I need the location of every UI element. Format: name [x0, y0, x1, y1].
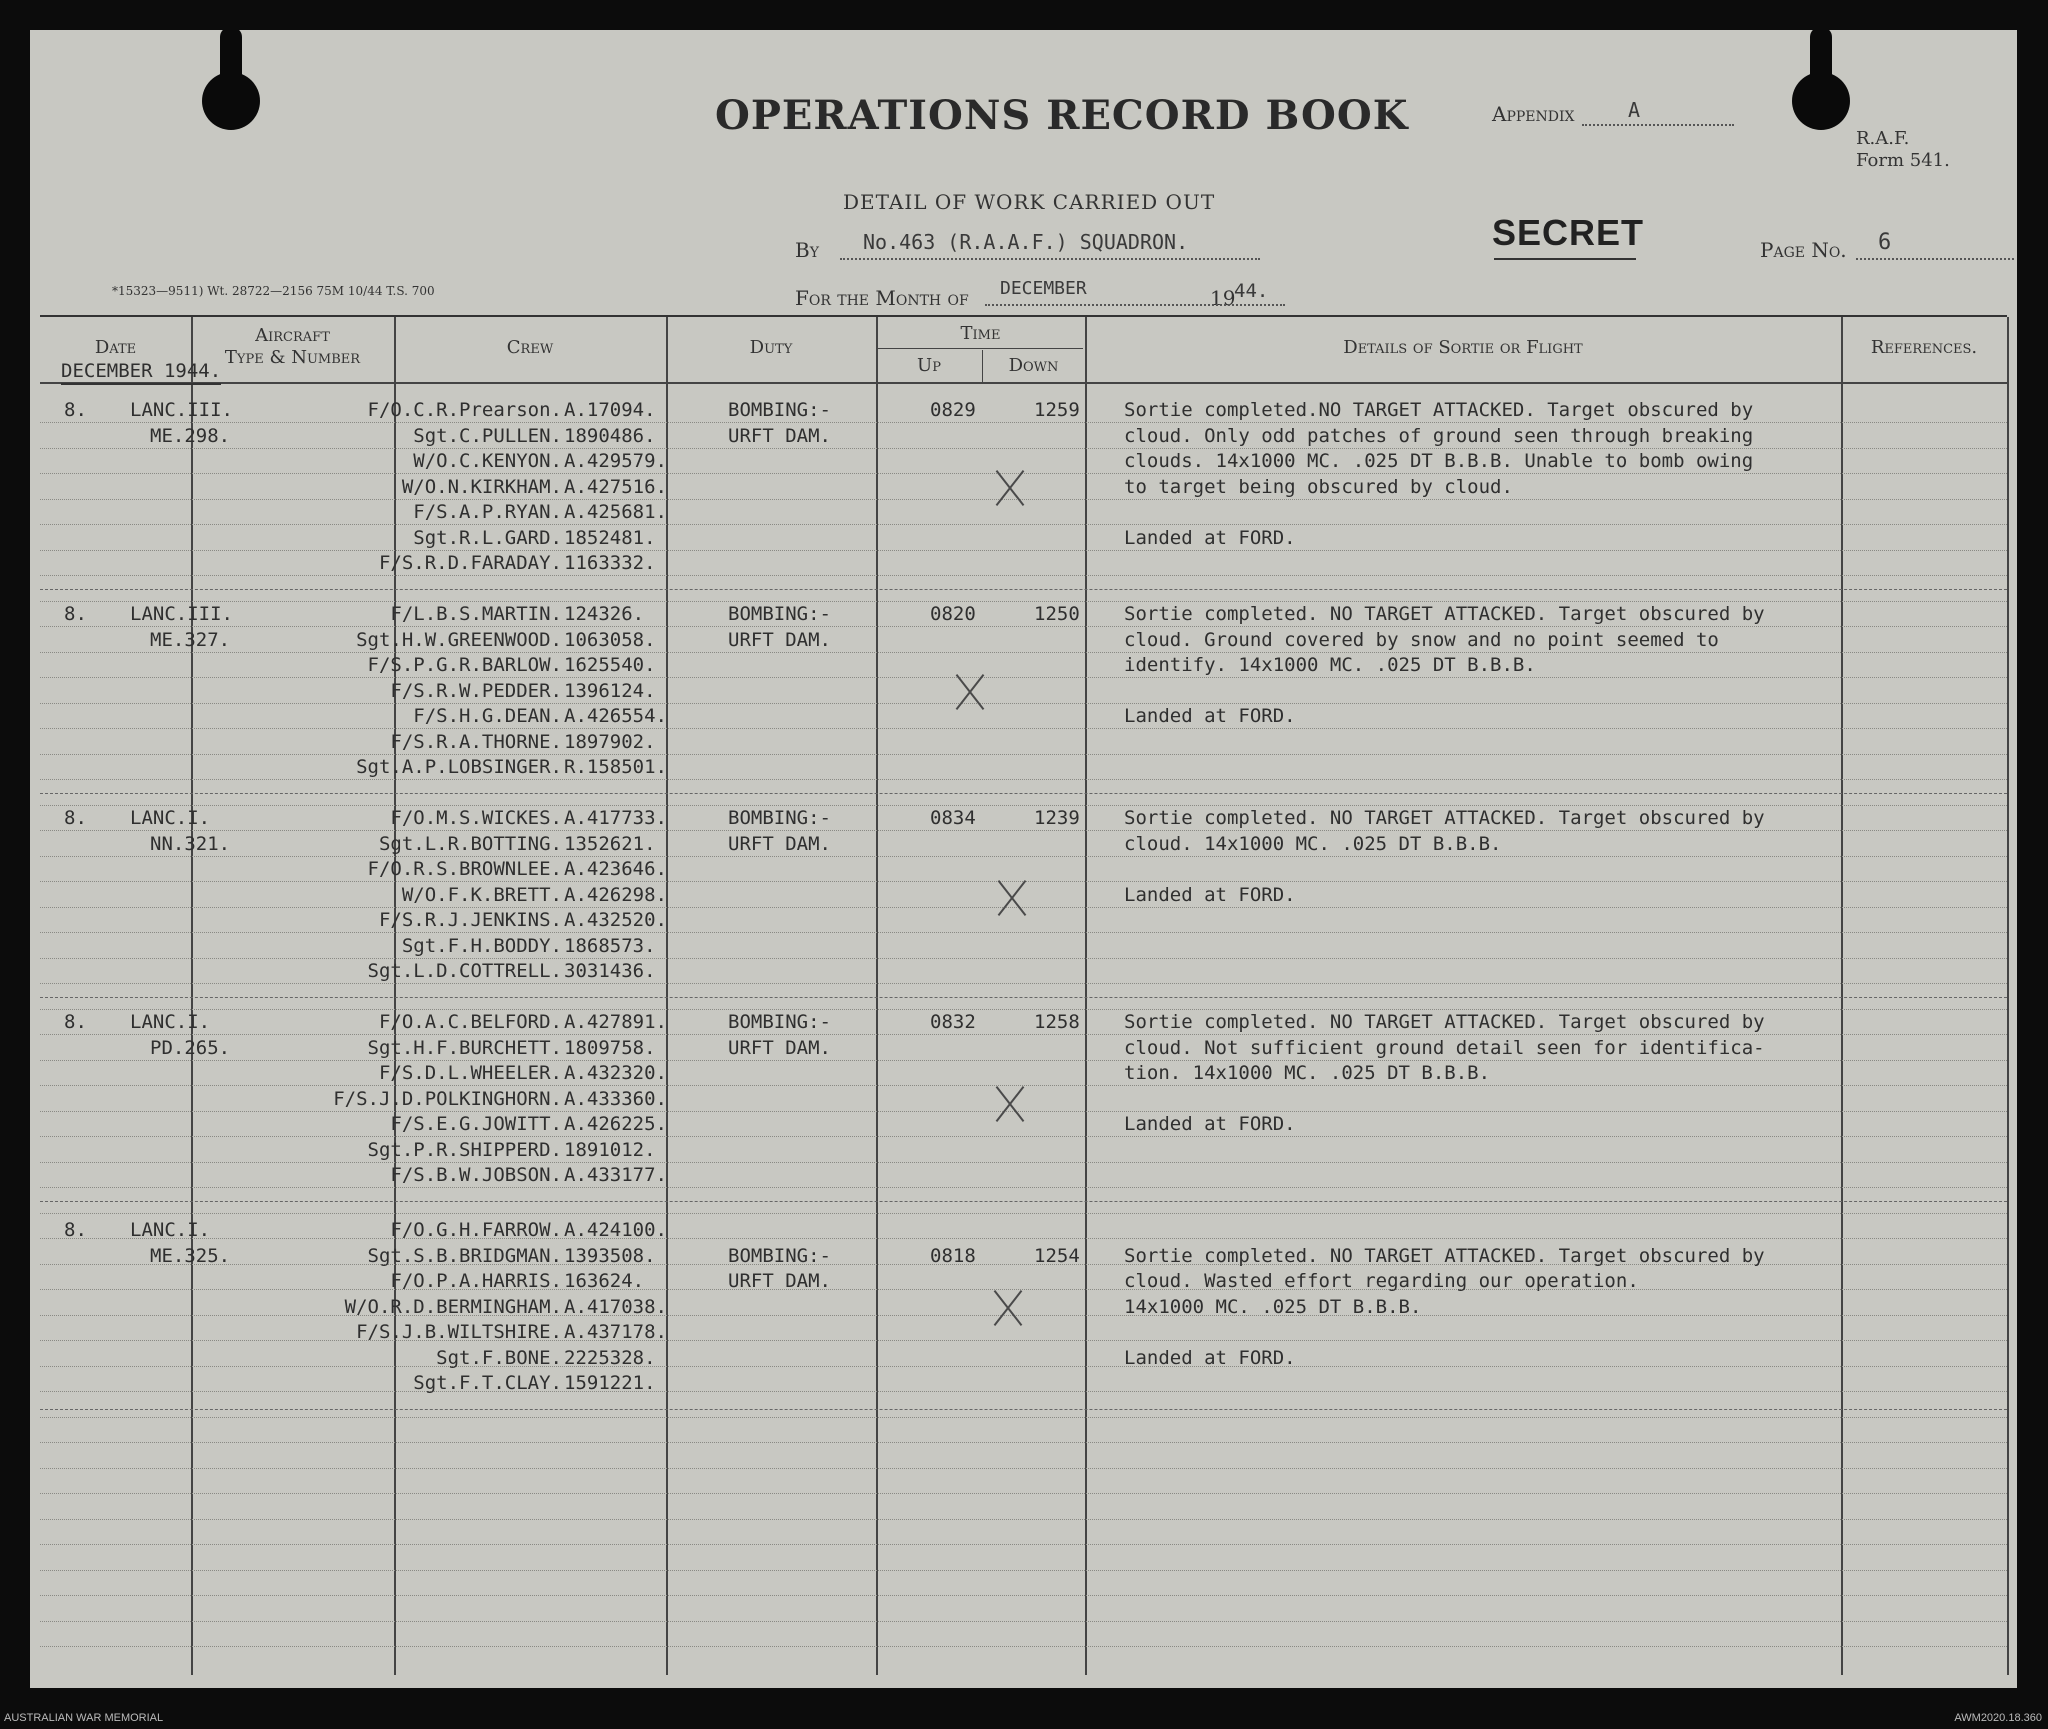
crew-name: F/S.P.G.R.BARLOW. — [367, 654, 562, 676]
ruled-line — [40, 1519, 2007, 1520]
crew-service-number: 1809758. — [564, 1036, 656, 1059]
crew-name: Sgt.A.P.LOBSINGER. — [356, 756, 562, 778]
crew-service-number: A.433360. — [564, 1087, 667, 1110]
crew-name: F/S.R.J.JENKINS. — [378, 909, 562, 931]
header-time: Time — [960, 323, 1001, 344]
crew-service-number: 1891012. — [564, 1138, 656, 1161]
tick-mark — [992, 1082, 1028, 1126]
details-line: clouds. 14x1000 MC. .025 DT B.B.B. Unable to bomb owing — [1124, 450, 1754, 472]
header-bottom-rule — [40, 382, 2007, 384]
crew-service-number: A.432320. — [564, 1062, 667, 1084]
crew-service-number: A.425681. — [564, 501, 667, 523]
ruled-line — [40, 1468, 2007, 1469]
time-up: 0818 — [930, 1244, 976, 1267]
header-down: Down — [1008, 355, 1059, 376]
print-code: *15323—9511) Wt. 28722—2156 75M 10/44 T.S. 700 — [112, 284, 435, 298]
time-up: 0820 — [930, 603, 976, 625]
crew-name: Sgt.P.R.SHIPPERD. — [367, 1138, 562, 1161]
crew-name: W/O.R.D.BERMINGHAM. — [344, 1295, 562, 1318]
aircraft-type: LANC.I. — [130, 1011, 211, 1033]
header-duty: Duty — [749, 337, 793, 358]
time-down: 1259 — [1034, 399, 1080, 421]
crew-service-number: A.417038. — [564, 1295, 667, 1318]
crew-name: Sgt.R.L.GARD. — [413, 526, 562, 549]
crew-name: Sgt.F.BONE. — [436, 1346, 562, 1369]
duty-line: BOMBING:- — [728, 399, 831, 421]
crew-service-number: 1852481. — [564, 526, 656, 549]
crew-name: F/S.H.G.DEAN. — [413, 705, 562, 727]
page-number-value: 6 — [1878, 230, 1892, 255]
ruled-line — [40, 1493, 2007, 1494]
details-line: 14x1000 MC. .025 DT B.B.B. — [1124, 1295, 1422, 1318]
row-separator — [40, 997, 2007, 998]
crew-service-number: 1591221. — [564, 1372, 656, 1394]
ruled-line — [40, 1213, 2007, 1214]
by-label: By — [795, 238, 819, 262]
duty-line: URFT DAM. — [728, 424, 831, 447]
crew-service-number: 124326. — [564, 603, 645, 625]
header-crew: Crew — [506, 337, 554, 358]
crew-service-number: A.433177. — [564, 1164, 667, 1186]
crew-name: F/O.C.R.Prearson. — [367, 399, 562, 421]
header-references: References. — [1870, 337, 1978, 358]
sortie-date: 8. — [64, 1011, 87, 1033]
crew-service-number: A.427891. — [564, 1011, 667, 1033]
tick-mark — [992, 466, 1028, 510]
tick-mark — [994, 876, 1030, 920]
time-up: 0834 — [930, 807, 976, 829]
crew-service-number: 1396124. — [564, 679, 656, 702]
crew-name: W/O.F.K.BRETT. — [401, 883, 562, 906]
form-number: Form 541. — [1856, 150, 1950, 171]
details-line: Landed at FORD. — [1124, 526, 1296, 549]
sortie-date: 8. — [64, 399, 87, 421]
duty-line: URFT DAM. — [728, 1270, 831, 1292]
crew-service-number: 2225328. — [564, 1346, 656, 1369]
appendix-label: Appendix — [1492, 102, 1575, 126]
crew-service-number: 1352621. — [564, 832, 656, 855]
crew-service-number: A.424100. — [564, 1219, 667, 1241]
crew-name: F/O.R.S.BROWNLEE. — [367, 858, 562, 880]
details-line: Landed at FORD. — [1124, 1113, 1296, 1135]
duty-line: BOMBING:- — [728, 1011, 831, 1033]
aircraft-type: LANC.I. — [130, 807, 211, 829]
crew-name: W/O.C.KENYON. — [413, 450, 562, 472]
row-separator — [40, 589, 2007, 590]
aircraft-type: LANC.III. — [130, 399, 233, 421]
raf-form-block — [1856, 128, 1950, 172]
month-label: For the Month of — [795, 286, 969, 310]
crew-service-number: 1063058. — [564, 628, 656, 651]
ruled-line — [40, 1570, 2007, 1571]
crew-name: F/S.A.P.RYAN. — [413, 501, 562, 523]
details-line: cloud. 14x1000 MC. .025 DT B.B.B. — [1124, 832, 1502, 855]
time-down: 1254 — [1034, 1244, 1080, 1267]
crew-service-number: A.17094. — [564, 399, 656, 421]
crew-service-number: A.426554. — [564, 705, 667, 727]
crew-service-number: 1868573. — [564, 934, 656, 957]
details-line: tion. 14x1000 MC. .025 DT B.B.B. — [1124, 1062, 1491, 1084]
crew-service-number: A.417733. — [564, 807, 667, 829]
header-date: Date — [94, 337, 137, 358]
raf-label: R.A.F. — [1856, 128, 1910, 149]
header-type-number: Type & Number — [224, 347, 361, 368]
crew-service-number: 1393508. — [564, 1244, 656, 1267]
crew-name: F/S.J.B.WILTSHIRE. — [356, 1321, 562, 1343]
year-prefix: 19 — [1210, 286, 1236, 310]
crew-name: F/L.B.S.MARTIN. — [390, 603, 562, 625]
secret-stamp: SECRET — [1492, 212, 1645, 253]
crew-name: F/O.G.H.FARROW. — [390, 1219, 562, 1241]
details-line: cloud. Only odd patches of ground seen through breaking — [1124, 424, 1754, 447]
time-down: 1250 — [1034, 603, 1080, 625]
details-line: Landed at FORD. — [1124, 1346, 1296, 1369]
details-line: cloud. Wasted effort regarding our operation. — [1124, 1270, 1639, 1292]
crew-name: Sgt.L.R.BOTTING. — [378, 832, 562, 855]
duty-line: URFT DAM. — [728, 628, 831, 651]
month-heading: DECEMBER 1944. — [61, 360, 221, 385]
row-separator — [40, 1409, 2007, 1410]
duty-line: BOMBING:- — [728, 1244, 831, 1267]
header-details: Details of Sortie or Flight — [1343, 337, 1583, 358]
squadron-name: No.463 (R.A.A.F.) SQUADRON. — [863, 230, 1189, 254]
time-up: 0829 — [930, 399, 976, 421]
crew-service-number: A.432520. — [564, 909, 667, 931]
squadron-dotline — [840, 258, 1260, 260]
ruled-line — [40, 1442, 2007, 1443]
ruled-line — [40, 1646, 2007, 1647]
col-divider-right — [2007, 317, 2009, 1675]
aircraft-number: NN.321. — [150, 832, 231, 855]
tick-mark — [990, 1286, 1026, 1330]
ruled-line — [40, 1417, 2007, 1418]
binder-hole-left — [202, 72, 260, 130]
ruled-line — [40, 1621, 2007, 1622]
crew-name: F/O.M.S.WICKES. — [390, 807, 562, 829]
aircraft-number: ME.298. — [150, 424, 231, 447]
crew-name: W/O.N.KIRKHAM. — [401, 475, 562, 498]
duty-line: BOMBING:- — [728, 603, 831, 625]
row-separator — [40, 1201, 2007, 1202]
appendix-value: A — [1628, 98, 1641, 122]
crew-name: Sgt.L.D.COTTRELL. — [367, 960, 562, 982]
record-sheet — [30, 30, 2017, 1688]
crew-service-number: 1890486. — [564, 424, 656, 447]
form-subtitle: DETAIL OF WORK CARRIED OUT — [843, 190, 1216, 214]
crew-name: F/S.B.W.JOBSON. — [390, 1164, 562, 1186]
crew-service-number: A.426298. — [564, 883, 667, 906]
ruled-line — [40, 1595, 2007, 1596]
crew-service-number: A.423646. — [564, 858, 667, 880]
crew-service-number: A.426225. — [564, 1113, 667, 1135]
crew-service-number: 1163332. — [564, 552, 656, 574]
aircraft-number: ME.327. — [150, 628, 231, 651]
time-header-split — [878, 348, 1083, 349]
details-line: cloud. Not sufficient ground detail seen for identifica- — [1124, 1036, 1765, 1059]
duty-line: BOMBING:- — [728, 807, 831, 829]
sortie-date: 8. — [64, 1219, 87, 1241]
crew-name: Sgt.F.T.CLAY. — [413, 1372, 562, 1394]
crew-service-number: 3031436. — [564, 960, 656, 982]
duty-line: URFT DAM. — [728, 832, 831, 855]
footer-accession-number: AWM2020.18.360 — [1954, 1712, 2042, 1724]
time-down: 1258 — [1034, 1011, 1080, 1033]
row-separator — [40, 793, 2007, 794]
appendix-dotline — [1582, 124, 1734, 126]
year-value: 44. — [1234, 280, 1269, 302]
details-line: Sortie completed. NO TARGET ATTACKED. Target obscured by — [1124, 1244, 1765, 1267]
sortie-date: 8. — [64, 807, 87, 829]
crew-name: F/S.D.L.WHEELER. — [378, 1062, 562, 1084]
crew-name: F/S.R.A.THORNE. — [390, 730, 562, 753]
page-number-dotline — [1856, 258, 2014, 260]
crew-name: Sgt.S.B.BRIDGMAN. — [367, 1244, 562, 1267]
details-line: Sortie completed. NO TARGET ATTACKED. Target obscured by — [1124, 603, 1765, 625]
crew-name: F/S.R.W.PEDDER. — [390, 679, 562, 702]
crew-name: Sgt.C.PULLEN. — [413, 424, 562, 447]
sortie-date: 8. — [64, 603, 87, 625]
aircraft-type: LANC.III. — [130, 603, 233, 625]
details-line: Sortie completed. NO TARGET ATTACKED. Target obscured by — [1124, 807, 1765, 829]
details-line: Landed at FORD. — [1124, 705, 1296, 727]
month-dotline — [985, 304, 1285, 306]
details-line: Landed at FORD. — [1124, 883, 1296, 906]
crew-name: F/O.P.A.HARRIS. — [390, 1270, 562, 1292]
time-up: 0832 — [930, 1011, 976, 1033]
aircraft-number: ME.325. — [150, 1244, 231, 1267]
form-title: OPERATIONS RECORD BOOK — [715, 92, 1409, 139]
aircraft-type: LANC.I. — [130, 1219, 211, 1241]
details-line: Sortie completed.NO TARGET ATTACKED. Target obscured by — [1124, 399, 1754, 421]
time-down: 1239 — [1034, 807, 1080, 829]
crew-name: F/O.A.C.BELFORD. — [378, 1011, 562, 1033]
header-up: Up — [917, 355, 941, 376]
details-line: Sortie completed. NO TARGET ATTACKED. Target obscured by — [1124, 1011, 1765, 1033]
month-value: DECEMBER — [1000, 278, 1087, 299]
crew-name: F/S.J.D.POLKINGHORN. — [333, 1087, 562, 1110]
crew-name: F/S.E.G.JOWITT. — [390, 1113, 562, 1135]
secret-underline — [1494, 258, 1636, 260]
details-line: cloud. Ground covered by snow and no point seemed to — [1124, 628, 1719, 651]
details-line: to target being obscured by cloud. — [1124, 475, 1513, 498]
duty-line: URFT DAM. — [728, 1036, 831, 1059]
details-line: identify. 14x1000 MC. .025 DT B.B.B. — [1124, 654, 1536, 676]
page-number-label: Page No. — [1760, 238, 1847, 262]
aircraft-number: PD.265. — [150, 1036, 231, 1059]
crew-service-number: A.427516. — [564, 475, 667, 498]
crew-service-number: 1897902. — [564, 730, 656, 753]
footer-archive-name: AUSTRALIAN WAR MEMORIAL — [4, 1712, 164, 1724]
table-top-rule — [40, 315, 2007, 317]
crew-name: F/S.R.D.FARADAY. — [378, 552, 562, 574]
crew-service-number: 163624. — [564, 1270, 645, 1292]
crew-name: Sgt.H.W.GREENWOOD. — [356, 628, 562, 651]
crew-service-number: A.429579. — [564, 450, 667, 472]
binder-hole-right — [1792, 72, 1850, 130]
crew-service-number: 1625540. — [564, 654, 656, 676]
crew-name: Sgt.F.H.BODDY. — [401, 934, 562, 957]
tick-mark — [952, 670, 988, 714]
header-aircraft: Aircraft — [255, 325, 330, 346]
crew-name: Sgt.H.F.BURCHETT. — [367, 1036, 562, 1059]
crew-service-number: A.437178. — [564, 1321, 667, 1343]
ruled-line — [40, 1544, 2007, 1545]
crew-service-number: R.158501. — [564, 756, 667, 778]
